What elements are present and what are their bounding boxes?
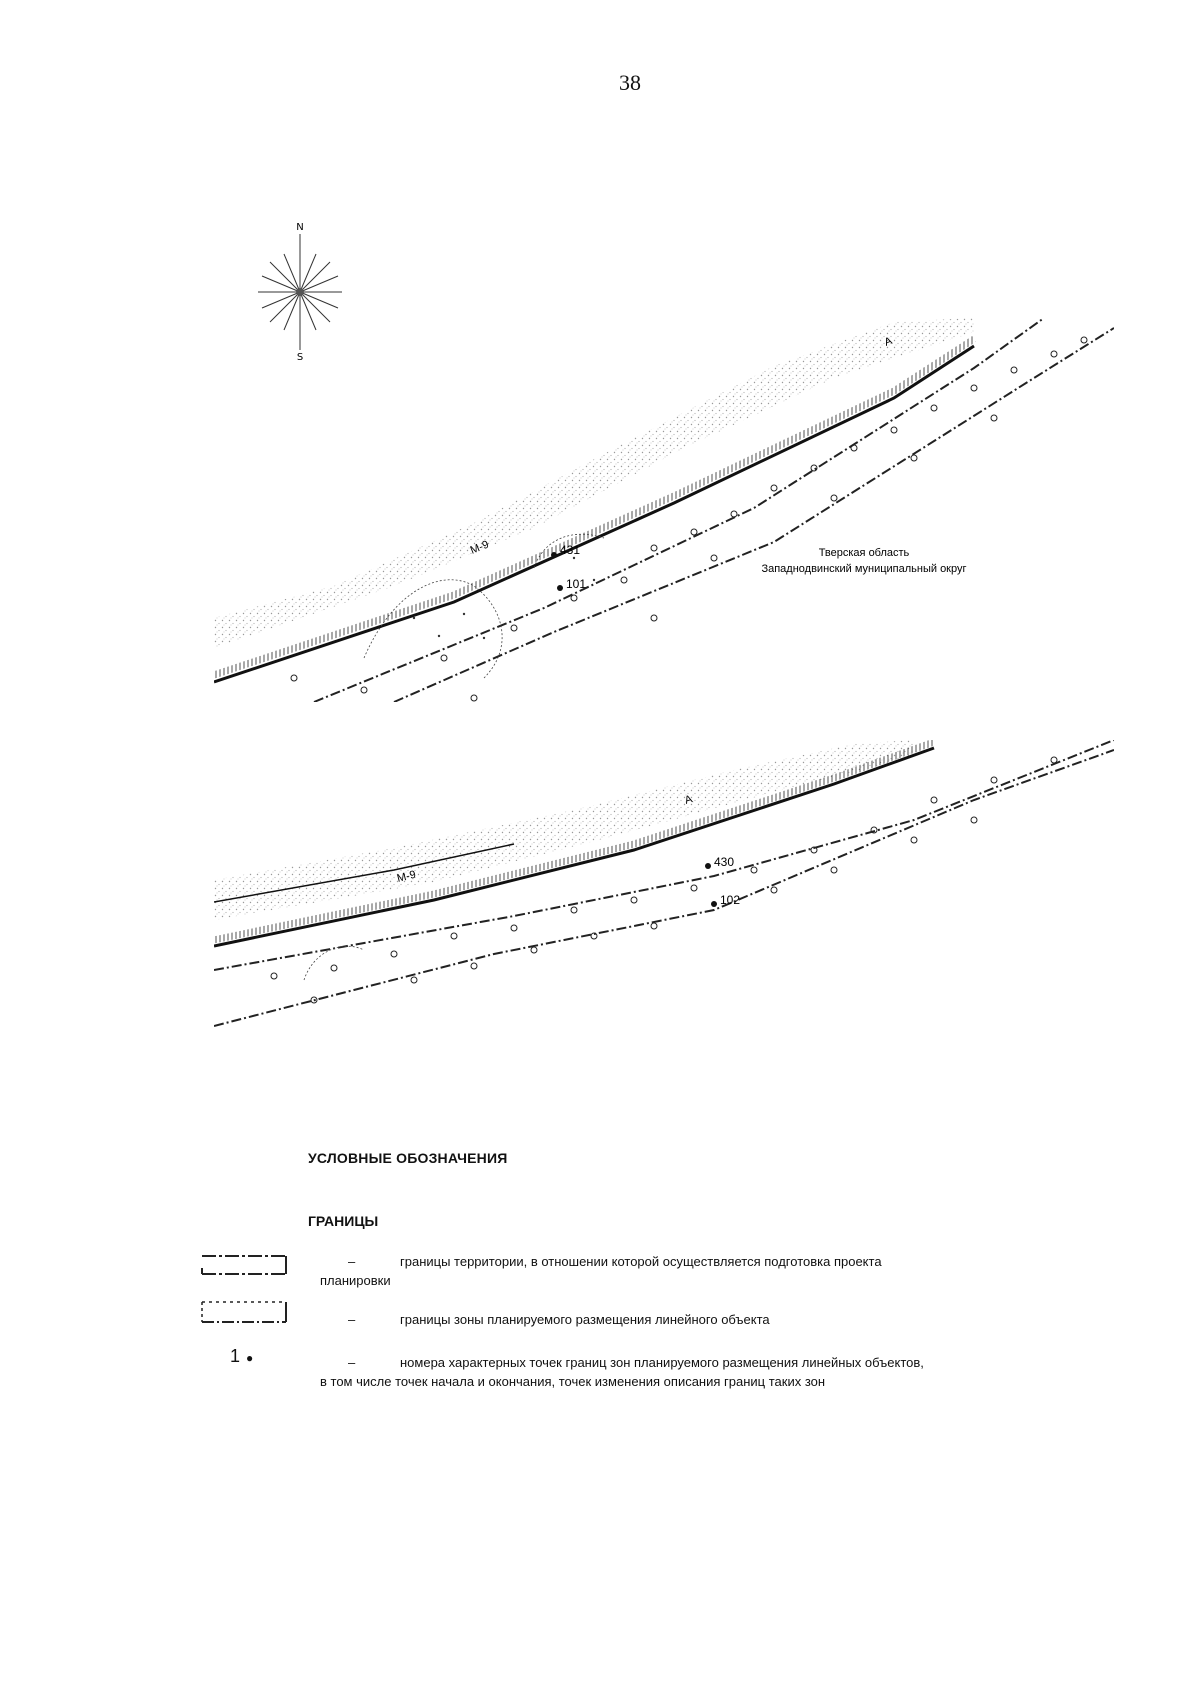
boundary-point-101 [557,585,563,591]
point-label-101: 101 [566,577,587,591]
point-label-430: 430 [714,855,735,869]
region-label-line1: Тверская область [818,547,910,559]
legend-dash: – [348,1254,356,1269]
legend-text-continued: в том числе точек начала и окончания, точек изменения описания границ таких зон [320,1374,826,1389]
point-dot-icon: ● [246,1351,254,1365]
planning-boundary-symbol [200,1252,290,1282]
region-label-line2: Западнодвинский муниципальный округ [761,563,967,575]
road-marker-a: А [683,793,694,807]
compass-south-label: S [296,352,304,360]
compass-north-label: N [296,222,304,233]
map-panel-bottom [214,740,1114,1030]
road-marker-a: А [882,334,894,349]
legend-section-title: ГРАНИЦЫ [308,1213,379,1229]
road-label-m9: М-9 [468,538,491,557]
map-panel-top [214,318,1114,702]
boundary-point-431 [551,552,557,558]
legend-text-continued: планировки [320,1273,391,1288]
stippled-terrain-area [214,740,914,920]
legend-text: границы территории, в отношении которой осуществляется подготовка проекта [400,1254,882,1269]
legend-dash: – [348,1355,356,1370]
legend-dash: – [348,1312,356,1327]
boundary-point-430 [705,863,711,869]
planning-boundary-line [314,318,1044,702]
legend-text: номера характерных точек границ зон планируемого размещения линейных объектов, [400,1355,924,1370]
legend-text: границы зоны планируемого размещения линейного объекта [400,1312,770,1327]
point-number-sample: 1 [230,1346,241,1366]
boundary-point-102 [711,901,717,907]
stippled-terrain-area [214,318,974,648]
road-m9 [214,346,974,682]
point-label-431: 431 [560,543,581,557]
road-label-m9: М-9 [395,868,418,885]
page-number: 38 [619,70,641,95]
point-number-symbol [230,1347,253,1368]
zone-boundary-symbol [200,1298,290,1328]
legend-title: УСЛОВНЫЕ ОБОЗНАЧЕНИЯ [308,1150,508,1166]
planning-boundary-line [214,740,1114,970]
point-label-102: 102 [720,893,741,907]
